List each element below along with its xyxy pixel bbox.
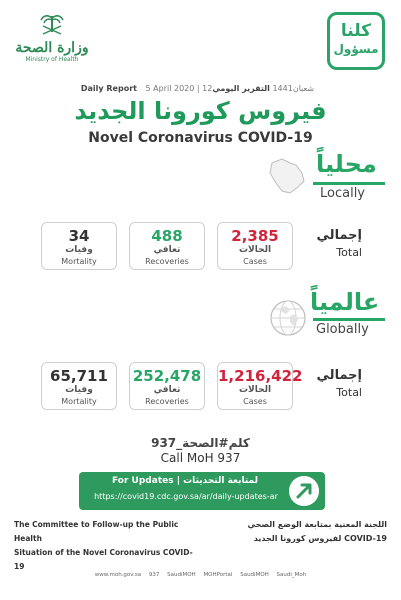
local-cases-label-ar: الحالات [238, 245, 272, 255]
global-cases-label-ar: الحالات [238, 385, 272, 395]
badge-line1: كلنا [340, 21, 372, 41]
footer-link-snapchat[interactable]: Saudi_Moh [276, 572, 307, 578]
local-mortality-label-en: Mortality [61, 257, 97, 266]
local-cases-card [217, 222, 293, 270]
local-mortality-value: 34 [68, 227, 90, 245]
local-rule [313, 182, 385, 185]
local-recoveries-card [129, 222, 205, 270]
updates-url[interactable]: https://covid19.cdc.gov.sa/ar/daily-updates-ar [94, 492, 278, 501]
committee-ar [222, 518, 387, 546]
page-title-ar: فيروس كورونا الجديد [74, 97, 327, 125]
global-mortality-value: 65,711 [50, 367, 108, 385]
saudi-map-icon [266, 157, 308, 197]
moh-name-en: Ministry of Health [25, 56, 79, 63]
updates-banner[interactable] [79, 472, 325, 510]
global-cases-card [217, 362, 303, 410]
footer-link-portal[interactable]: MOHPortal [203, 572, 233, 578]
footer-link-website[interactable]: www.moh.gov.sa [94, 572, 142, 578]
call-moh-en: Call MoH 937 [160, 451, 241, 465]
footer-link-facebook[interactable]: SaudiMOH [240, 572, 269, 578]
arrow-out-icon [289, 476, 319, 506]
committee-en-line1: The Committee to Follow-up the Public Health [14, 520, 179, 543]
global-recoveries-value: 252,478 [132, 367, 202, 385]
badge-line2: مسؤول [333, 42, 379, 56]
campaign-badge [327, 12, 385, 70]
local-recoveries-label-ar: تعافي [153, 245, 181, 255]
committee-en-line2: Situation of the Novel Coronavirus COVID-19 [14, 548, 193, 571]
local-cases-value: 2,385 [231, 227, 279, 245]
local-recoveries-value: 488 [151, 227, 183, 245]
global-heading-en: Globally [316, 322, 369, 337]
page-title-en: Novel Coronavirus COVID-19 [88, 130, 313, 146]
global-heading-ar: عالمياً [310, 288, 380, 316]
call-hashtag-ar: كلم#الصحة_937 [151, 436, 250, 450]
footer-link-twitter[interactable]: SaudiMOH [167, 572, 196, 578]
global-rule [313, 318, 385, 321]
report-label-ar: التقرير اليومي [212, 84, 270, 93]
report-line [0, 84, 401, 93]
moh-name-ar: وزارة الصحة [15, 40, 89, 56]
globe-icon [268, 298, 308, 338]
global-total-en: Total [336, 386, 362, 399]
global-total-ar: إجمالي [316, 368, 362, 383]
global-recoveries-label-en: Recoveries [145, 397, 189, 406]
global-cases-label-en: Cases [243, 397, 267, 406]
local-recoveries-label-en: Recoveries [145, 257, 189, 266]
committee-en [14, 518, 194, 574]
global-mortality-label-en: Mortality [61, 397, 97, 406]
committee-ar-line1: اللجنة المعنية بمتابعة الوضع الصحي [247, 520, 387, 529]
global-recoveries-card [129, 362, 205, 410]
local-heading-ar: محلياً [316, 150, 377, 178]
footer-link-phone[interactable]: 937 [148, 572, 160, 578]
local-mortality-label-ar: وفيات [65, 245, 93, 255]
local-total-en: Total [336, 246, 362, 259]
report-label-en: Daily Report [80, 84, 137, 93]
global-mortality-card [41, 362, 117, 410]
local-total-ar: إجمالي [316, 228, 362, 243]
local-heading-en: Locally [320, 186, 365, 201]
updates-heading: For Updates | لمتابعة التحديثات [112, 476, 258, 486]
moh-logo [12, 12, 92, 74]
committee-ar-line2: لفيروس كورونا الجديد COVID-19 [253, 534, 387, 543]
local-cases-label-en: Cases [243, 257, 267, 266]
palm-emblem-icon [39, 12, 65, 36]
global-recoveries-label-ar: تعافي [153, 385, 181, 395]
local-mortality-card [41, 222, 117, 270]
global-cases-value: 1,216,422 [218, 367, 303, 385]
global-mortality-label-ar: وفيات [65, 385, 93, 395]
report-date: 5 April 2020 | 12شعبان1441 [145, 84, 315, 93]
social-footer [0, 572, 401, 578]
